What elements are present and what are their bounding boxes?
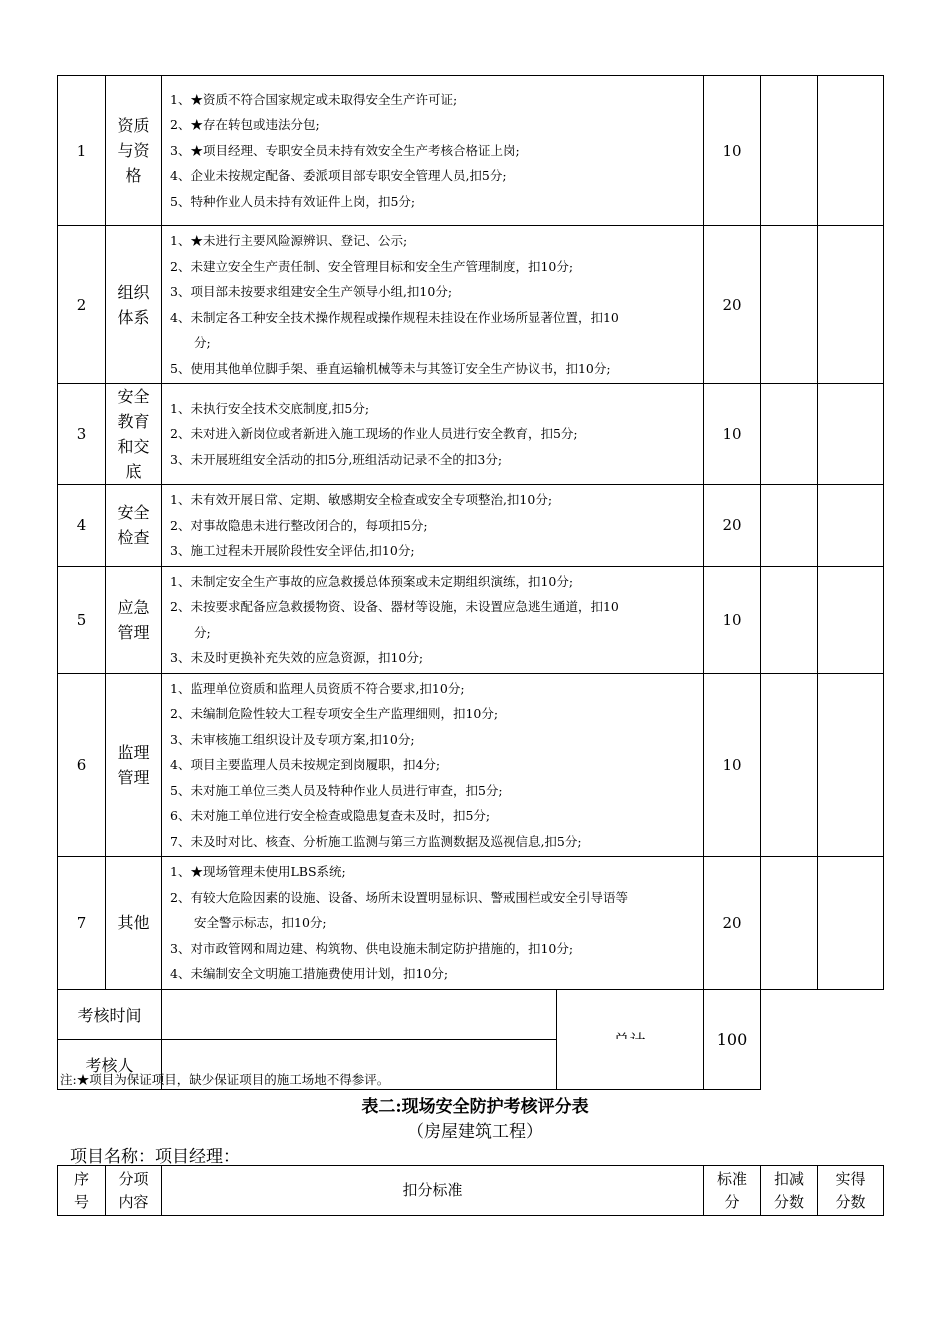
- criteria-item: 2、★存在转包或违法分包;: [170, 117, 320, 133]
- table-row: [58, 485, 884, 567]
- table-row: [58, 857, 884, 990]
- criteria-item: 1、未执行安全技术交底制度,扣5分;: [170, 400, 370, 416]
- table2-subtitle: （房屋建筑工程）: [407, 1122, 543, 1142]
- criteria-item: 分;: [194, 335, 211, 350]
- row-actual-cell[interactable]: [818, 673, 884, 857]
- criteria-item: 5、未对施工单位三类人员及特种作业人员进行审查，扣5分;: [170, 782, 503, 798]
- header-num: 序 号: [58, 1166, 106, 1216]
- row-deducted-cell[interactable]: [761, 857, 818, 990]
- table-row: [58, 673, 884, 857]
- criteria-item: 3、未审核施工组织设计及专项方案,扣10分;: [170, 731, 415, 747]
- criteria-item: 2、未对进入新岗位或者新进入施工现场的作业人员进行安全教育，扣5分;: [170, 426, 578, 442]
- criteria-item: 3、施工过程未开展阶段性安全评估,扣10分;: [170, 543, 415, 558]
- table-row: [58, 76, 884, 226]
- row-number: 1: [58, 76, 106, 226]
- criteria-item: 5、特种作业人员未持有效证件上岗，扣5分;: [170, 193, 416, 209]
- note: 注:★项目为保证项目，缺少保证项目的施工场地不得参评。: [60, 1072, 390, 1087]
- criteria-item: 2、未按要求配备应急救援物资、设备、器材等设施，未设置应急逃生通道，扣10: [170, 599, 619, 614]
- criteria-item: 1、★现场管理未使用LBS系统;: [170, 864, 346, 879]
- criteria-item: 2、未建立安全生产责任制、安全管理目标和安全生产管理制度，扣10分;: [170, 258, 574, 274]
- project-info-line: 项目名称：项目经理：: [70, 1147, 240, 1167]
- row-category: 其他: [106, 857, 162, 990]
- criteria-item: 2、有较大危险因素的设施、设备、场所未设置明显标识、警戒围栏或安全引导语等: [170, 889, 628, 905]
- criteria-item: 1、未有效开展日常、定期、敏感期安全检查或安全专项整治,扣10分;: [170, 492, 553, 507]
- row-standard-score: 20: [704, 485, 761, 567]
- row-actual-cell[interactable]: [818, 857, 884, 990]
- criteria-item: 1、未制定安全生产事故的应急救援总体预案或未定期组织演练，扣10分;: [170, 573, 574, 589]
- row-deducted-cell[interactable]: [761, 673, 818, 857]
- row-category: 应急 管理: [106, 566, 162, 673]
- table-row: [58, 566, 884, 673]
- row-actual-cell[interactable]: [818, 566, 884, 673]
- row-standard-score: 20: [704, 857, 761, 990]
- criteria-item: 3、对市政管网和周边建、构筑物、供电设施未制定防护措施的，扣10分;: [170, 940, 574, 956]
- row-number: 4: [58, 485, 106, 567]
- assessor-label: 考核人: [58, 1039, 162, 1089]
- row-number: 7: [58, 857, 106, 990]
- row-criteria: [162, 857, 704, 990]
- criteria-item: 1、监理单位资质和监理人员资质不符合要求,扣10分;: [170, 680, 465, 696]
- row-criteria: [162, 485, 704, 567]
- criteria-item: 3、未开展班组安全活动的扣5分,班组活动记录不全的扣3分;: [170, 451, 503, 467]
- header-standard-score: 标准 分: [704, 1166, 761, 1216]
- table-row: [58, 384, 884, 485]
- criteria-item: 6、未对施工单位进行安全检查或隐患复查未及时，扣5分;: [170, 808, 491, 823]
- row-number: 3: [58, 384, 106, 485]
- row-criteria: [162, 673, 704, 857]
- assessment-time-label: 考核时间: [58, 989, 162, 1039]
- assessment-table: [57, 75, 884, 1090]
- row-criteria: [162, 76, 704, 226]
- total-value: 100: [704, 989, 761, 1089]
- header-category: 分项 内容: [106, 1166, 162, 1216]
- row-standard-score: 10: [704, 384, 761, 485]
- criteria-item: 1、★资质不符合国家规定或未取得安全生产许可证;: [170, 91, 458, 107]
- criteria-item: 5、使用其他单位脚手架、垂直运输机械等未与其签订安全生产协议书，扣10分;: [170, 360, 611, 376]
- criteria-item: 分;: [194, 624, 211, 640]
- criteria-item: 1、★未进行主要风险源辨识、登记、公示;: [170, 233, 408, 248]
- table2-header: [57, 1165, 884, 1216]
- row-criteria: [162, 566, 704, 673]
- row-actual-cell[interactable]: [818, 384, 884, 485]
- header-criteria: 扣分标准: [162, 1166, 704, 1216]
- table2-title: 表二:现场安全防护考核评分表: [361, 1097, 589, 1117]
- row-deducted-cell[interactable]: [761, 226, 818, 384]
- criteria-item: 3、未及时更换补充失效的应急资源，扣10分;: [170, 650, 424, 665]
- row-criteria: [162, 384, 704, 485]
- criteria-item: 7、未及时对比、核查、分析施工监测与第三方监测数据及巡视信息,扣5分;: [170, 833, 582, 849]
- row-number: 2: [58, 226, 106, 384]
- criteria-item: 3、项目部未按要求组建安全生产领导小组,扣10分;: [170, 284, 453, 299]
- criteria-item: 2、对事故隐患未进行整改闭合的，每项扣5分;: [170, 517, 428, 533]
- row-category: 监理 管理: [106, 673, 162, 857]
- row-number: 5: [58, 566, 106, 673]
- criteria-item: 4、项目主要监理人员未按规定到岗履职，扣4分;: [170, 757, 441, 772]
- row-category: 资质 与资 格: [106, 76, 162, 226]
- assessment-time-input[interactable]: [162, 989, 704, 1039]
- criteria-item: 4、未制定各工种安全技术操作规程或操作规程未挂设在作业场所显著位置，扣10: [170, 309, 619, 325]
- header-actual: 实得 分数: [818, 1166, 884, 1216]
- total-blank: [761, 989, 884, 1089]
- row-category: 安全 教育 和交 底: [106, 384, 162, 485]
- row-standard-score: 10: [704, 566, 761, 673]
- row-actual-cell[interactable]: [818, 226, 884, 384]
- criteria-item: 4、企业未按规定配备、委派项目部专职安全管理人员,扣5分;: [170, 168, 507, 184]
- row-standard-score: 10: [704, 673, 761, 857]
- header-deducted: 扣减 分数: [761, 1166, 818, 1216]
- row-standard-score: 20: [704, 226, 761, 384]
- row-criteria: [162, 226, 704, 384]
- row-category: 组织 体系: [106, 226, 162, 384]
- criteria-item: 4、未编制安全文明施工措施费使用计划，扣10分;: [170, 966, 449, 981]
- row-actual-cell[interactable]: [818, 76, 884, 226]
- row-deducted-cell[interactable]: [761, 384, 818, 485]
- row-deducted-cell[interactable]: [761, 566, 818, 673]
- criteria-item: 2、未编制危险性较大工程专项安全生产监理细则，扣10分;: [170, 706, 499, 721]
- row-number: 6: [58, 673, 106, 857]
- row-category: 安全 检查: [106, 485, 162, 567]
- row-standard-score: 10: [704, 76, 761, 226]
- row-actual-cell[interactable]: [818, 485, 884, 567]
- criteria-item: 3、★项目经理、专职安全员未持有效安全生产考核合格证上岗;: [170, 142, 520, 158]
- table-row: [58, 226, 884, 384]
- row-deducted-cell[interactable]: [761, 485, 818, 567]
- assessor-input-cover: [557, 1039, 703, 1089]
- row-deducted-cell[interactable]: [761, 76, 818, 226]
- criteria-item: 安全警示标志，扣10分;: [194, 915, 327, 930]
